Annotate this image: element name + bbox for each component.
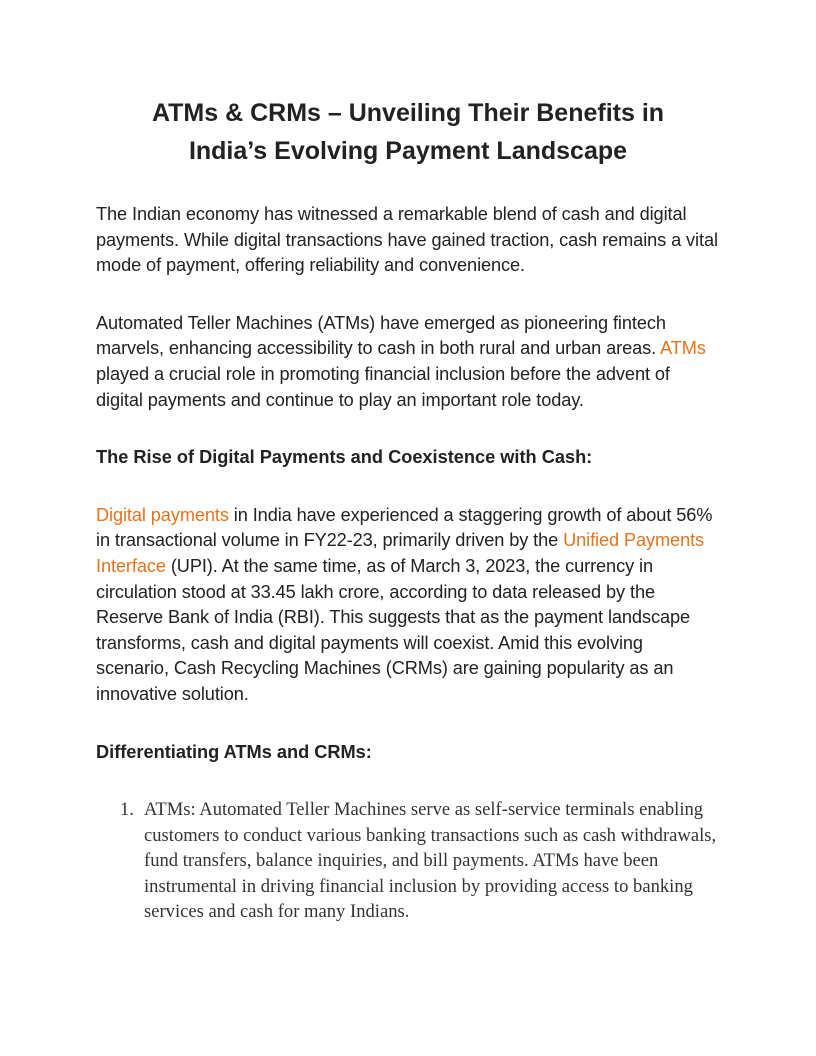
atm-paragraph-text-after: played a crucial role in promoting financial inclusion before the advent of digital payments and continue to play an important role today.: [96, 363, 670, 410]
list-item: [96, 797, 720, 925]
intro-paragraph: The Indian economy has witnessed a remarkable blend of cash and digital payments. While digital transactions have gained traction, cash remains a vital mode of payment, offering reliability and convenience.: [96, 204, 718, 276]
upi-link[interactable]: Unified Payments Interface: [96, 530, 705, 576]
section-heading-digital-payments: The Rise of Digital Payments and Coexistence with Cash:: [96, 447, 593, 468]
list-item-number: 1.: [120, 799, 134, 821]
page-title: ATMs & CRMs – Unveiling Their Benefits in India’s Evolving Payment Landscape: [151, 99, 665, 165]
differentiation-list: [96, 797, 720, 925]
digital-payments-link[interactable]: Digital payments: [96, 504, 229, 525]
list-item-text: ATMs: Automated Teller Machines serve as self-service terminals enabling customers to conduct various banking transactions such as cash withdrawals, fund transfers, balance inquiries, and bill payments. ATMs have been instrumental in driving financial inclusion by providing access to banking services and cash for many Indians.: [144, 799, 717, 923]
digital-payments-text-mid: in India have experienced a staggering growth of about 56% in transactional volume in FY22-23, primarily driven by the: [96, 504, 713, 551]
section-heading-differentiating: Differentiating ATMs and CRMs:: [96, 741, 372, 762]
atms-link[interactable]: ATMs: [660, 338, 706, 359]
document-page: [96, 94, 720, 925]
atm-paragraph-text-before: Automated Teller Machines (ATMs) have emerged as pioneering fintech marvels, enhancing accessibility to cash in both rural and urban areas.: [96, 312, 666, 359]
digital-payments-text-after: (UPI). At the same time, as of March 3, 2023, the currency in circulation stood at 33.45 lakh crore, according to data released by the Reserve Bank of India (RBI). This suggests that as the payment landscape transforms, cash and digital payments will coexist. Amid this evolving scenario, Cash Recycling Machines (CRMs) are gaining popularity as an innovative solution.: [96, 555, 690, 704]
digital-payments-paragraph: [96, 503, 720, 708]
atm-paragraph: [96, 311, 720, 413]
